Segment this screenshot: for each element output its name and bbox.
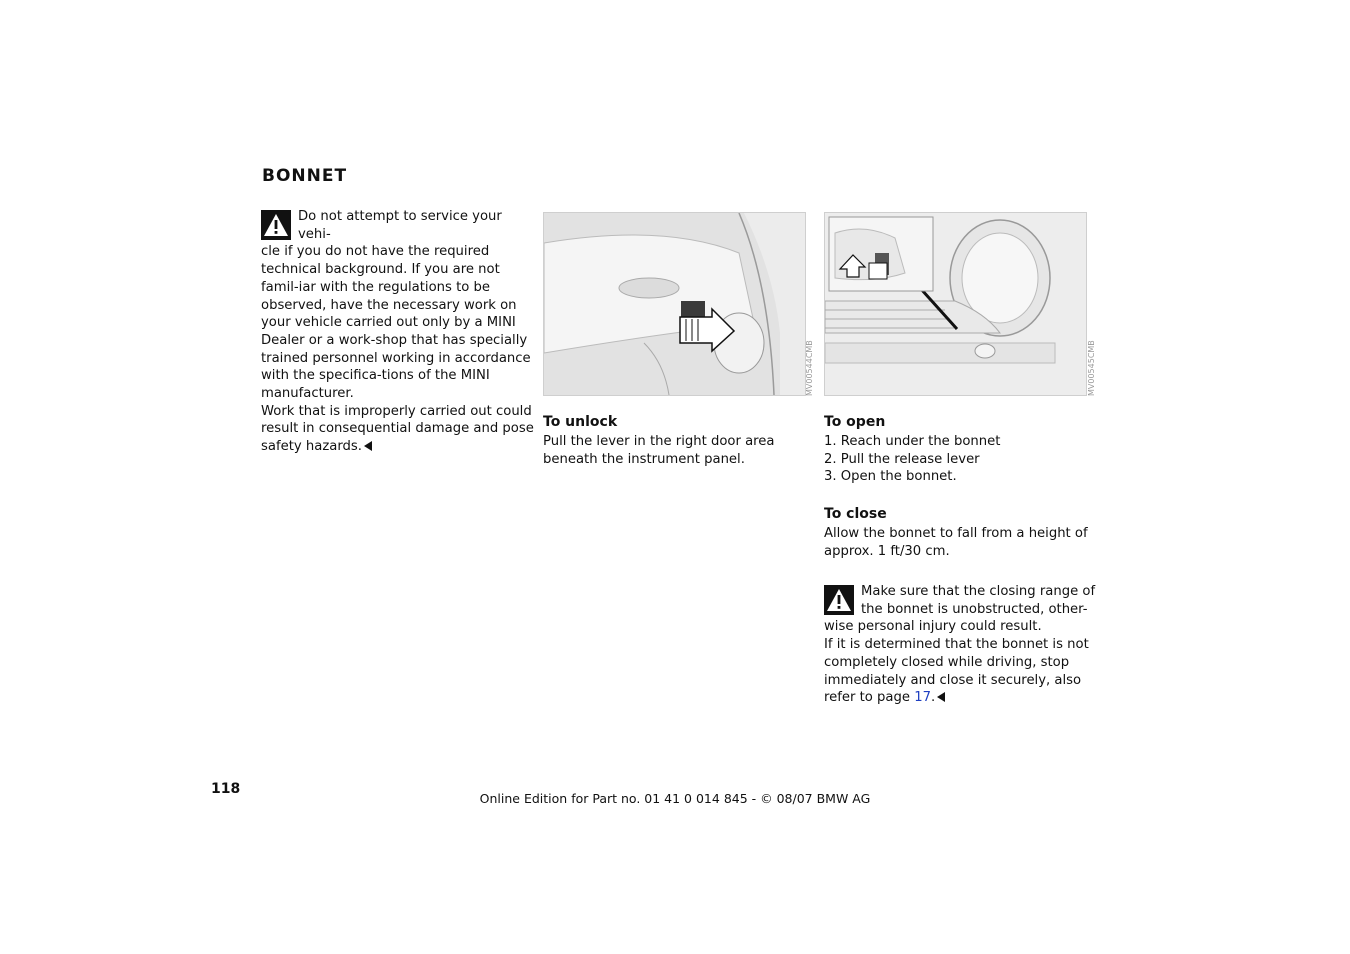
open-heading: To open bbox=[824, 414, 886, 430]
bonnet-illustration bbox=[825, 213, 1086, 395]
footer: Online Edition for Part no. 01 41 0 014 845 - © 08/07 BMW AG bbox=[479, 791, 871, 806]
end-mark-icon bbox=[937, 692, 945, 702]
unlock-heading: To unlock bbox=[543, 414, 618, 430]
warning-para: Work that is improperly carried out could result in consequential damage and pose safety hazards. bbox=[261, 403, 534, 455]
unlock-section bbox=[543, 414, 815, 468]
open-step-1: 1. Reach under the bonnet bbox=[824, 434, 1001, 449]
open-section bbox=[824, 414, 1096, 486]
close-text: Allow the bonnet to fall from a height of approx. 1 ft/30 cm. bbox=[824, 526, 1088, 559]
warning2-para2-suffix: . bbox=[930, 690, 936, 706]
open-step-3: 3. Open the bonnet. bbox=[824, 469, 957, 485]
warning2-para2 bbox=[824, 636, 1096, 707]
figure-code-label-2: MV00545CMB bbox=[1087, 340, 1096, 396]
lever-illustration bbox=[544, 213, 805, 395]
warning-block-2 bbox=[824, 583, 1096, 707]
warning-text: technical background. If you are not famil-iar with the regulations to be observed, have the necessary work on your vehicle carried out only by a MINI Dealer or a work-shop that has specially trained personnel working in accordance with the specifica-tions of the MINI manufacturer. bbox=[261, 262, 531, 402]
warning-icon bbox=[824, 585, 854, 615]
page-title: BONNET bbox=[262, 166, 348, 186]
figure-open bbox=[824, 212, 1087, 396]
open-step-2: 2. Pull the release lever bbox=[824, 451, 980, 467]
warning-icon bbox=[261, 210, 291, 240]
unlock-text: Pull the lever in the right door area beneath the instrument panel. bbox=[543, 434, 775, 467]
end-mark-icon bbox=[364, 441, 372, 451]
open-steps bbox=[824, 433, 1096, 486]
warning-text-2 bbox=[261, 403, 536, 456]
page-number: 118 bbox=[211, 781, 241, 797]
page-link[interactable]: 17 bbox=[914, 690, 931, 706]
warning-block bbox=[261, 208, 536, 456]
warning-text-line1: Do not attempt to service your vehi- bbox=[298, 209, 502, 242]
close-heading: To close bbox=[824, 506, 887, 522]
figure-code-label: MV00544CMB bbox=[805, 340, 814, 396]
warning2-text: Make sure that the closing range of the bonnet is unobstructed, other-wise personal injury could result. bbox=[824, 584, 1096, 635]
close-section bbox=[824, 506, 1096, 560]
warning2-para2-text: If it is determined that the bonnet is not completely closed while driving, stop immediately and close it securely, also refer to page bbox=[824, 637, 1089, 706]
figure-unlock bbox=[543, 212, 806, 396]
warning-text-line2: cle if you do not have the required bbox=[261, 244, 490, 260]
